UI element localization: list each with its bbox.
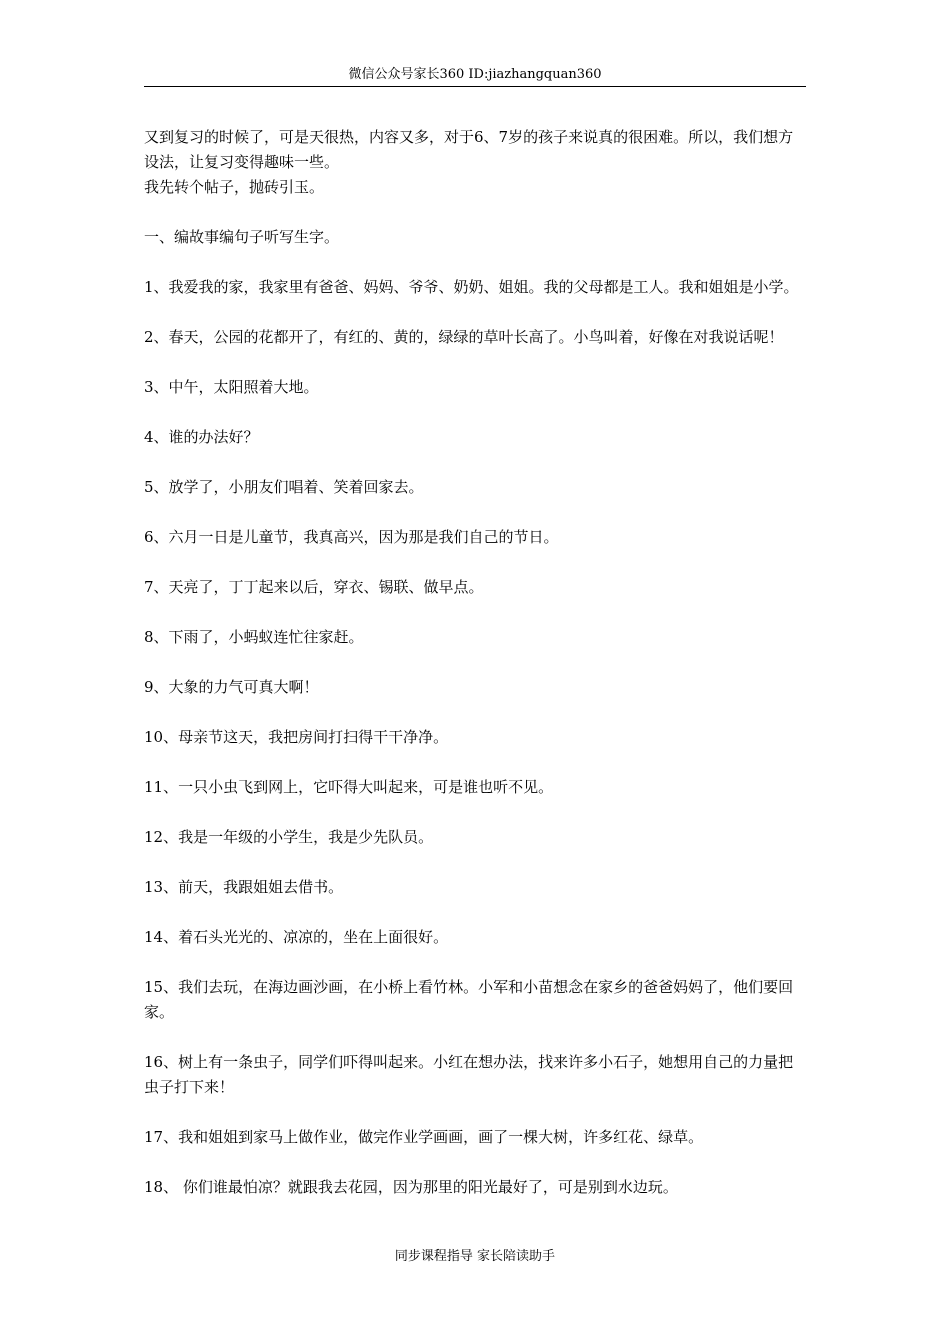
list-item: 12、我是一年级的小学生，我是少先队员。: [144, 828, 434, 846]
list-item: 7、天亮了，丁丁起来以后，穿衣、锡联、做早点。: [144, 578, 484, 596]
list-item: 6、六月一日是儿童节，我真高兴，因为那是我们自己的节日。: [144, 528, 559, 546]
list-item: 4、谁的办法好？: [144, 428, 259, 446]
list-item: 5、放学了，小朋友们唱着、笑着回家去。: [144, 478, 424, 496]
list-item: 10、母亲节这天，我把房间打扫得干干净净。: [144, 728, 449, 746]
list-item: 13、前天，我跟姐姐去借书。: [144, 878, 344, 896]
list-item: 8、下雨了，小蚂蚁连忙往家赶。: [144, 628, 364, 646]
list-item: 18、 你们谁最怕凉？就跟我去花园，因为那里的阳光最好了，可是别到水边玩。: [144, 1178, 678, 1196]
list-item: 2、春天，公园的花都开了，有红的、黄的，绿绿的草叶长高了。小鸟叫着，好像在对我说话呢！: [144, 328, 784, 346]
list-item: 16、树上有一条虫子，同学们吓得叫起来。小红在想办法，找来许多小石子，她想用自己的力量把虫子打下来！: [144, 1053, 794, 1096]
list-item: 9、大象的力气可真大啊！: [144, 678, 319, 696]
section-title: 一、编故事编句子听写生字。: [144, 228, 340, 246]
page-footer: 同步课程指导 家长陪读助手: [394, 1249, 556, 1264]
intro-note: 我先转个帖子，抛砖引玉。: [144, 178, 325, 196]
list-item: 14、着石头光光的、凉凉的，坐在上面很好。: [144, 928, 449, 946]
list-item: 11、一只小虫飞到网上，它吓得大叫起来，可是谁也听不见。: [144, 778, 554, 796]
document-body: [144, 125, 808, 1200]
header-divider: [144, 86, 806, 87]
list-item: 1、我爱我的家，我家里有爸爸、妈妈、爷爷、奶奶、姐姐。我的父母都是工人。我和姐姐是小学。: [144, 278, 799, 296]
intro-paragraph: 又到复习的时候了，可是天很热，内容又多，对于6、7岁的孩子来说真的很困难。所以，我们想方设法，让复习变得趣味一些。: [144, 128, 794, 171]
page-header: 微信公众号家长360 ID:jiazhangquan360: [348, 67, 602, 82]
list-item: 3、中午，太阳照着大地。: [144, 378, 319, 396]
list-item: 17、我和姐姐到家马上做作业，做完作业学画画，画了一棵大树，许多红花、绿草。: [144, 1128, 704, 1146]
list-item: 15、我们去玩，在海边画沙画，在小桥上看竹林。小军和小苗想念在家乡的爸爸妈妈了，他们要回家。: [144, 978, 794, 1021]
